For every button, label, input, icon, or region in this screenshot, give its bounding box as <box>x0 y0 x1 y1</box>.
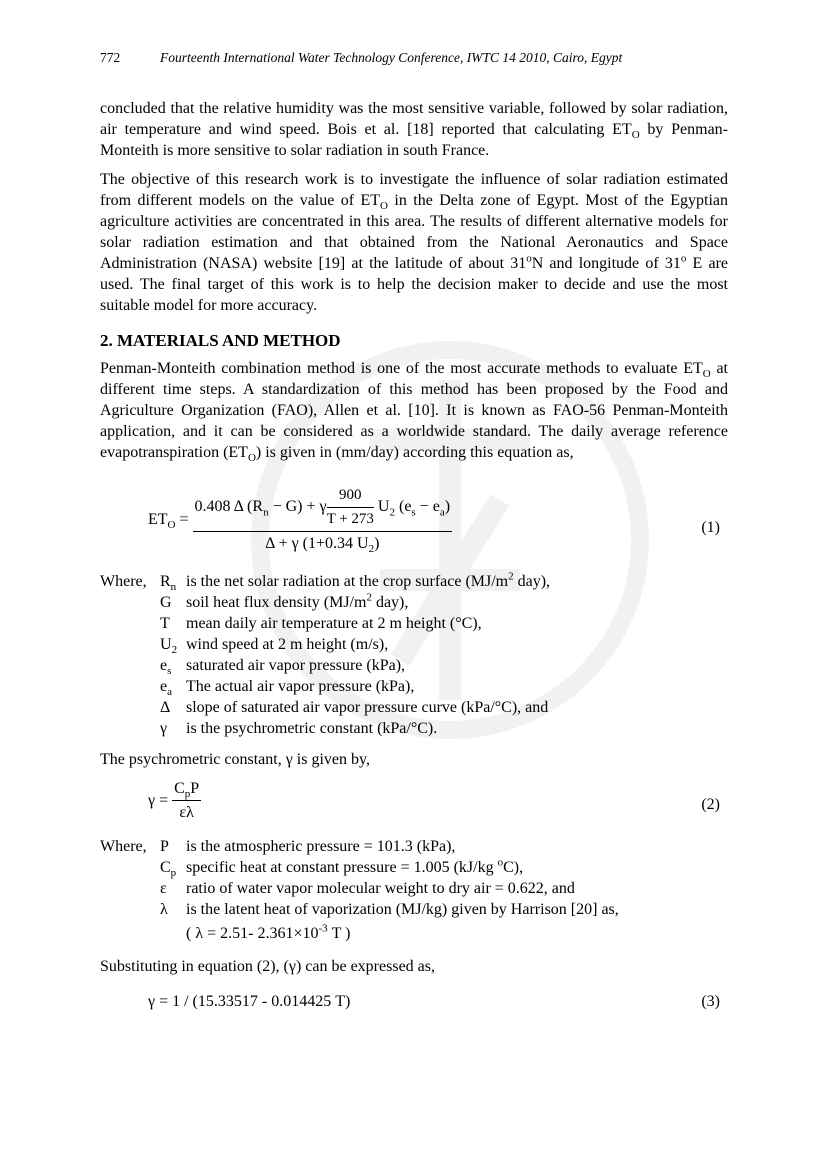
where-item: $C_p$ specific heat at constant pressure = 1.005 (kJ/kg $^o$C), <box>160 856 524 880</box>
equation-1: $ET_O$ = 0.408 Δ $(R_n - G) + \gamma$ $\frac{900}{T + 273}$ $U_2$ $(e_s - e_a)$ Δ + γ (1+0.34 $U_2$) (1) <box>148 487 720 556</box>
psychrometric-intro: The psychrometric constant, γ is given by, <box>100 751 370 768</box>
where-list-1 <box>100 571 728 739</box>
where-item: T mean daily air temperature at 2 m height (°C), <box>160 615 482 632</box>
equation-1-number: (1) <box>701 519 720 536</box>
section-title: 2. MATERIALS AND METHOD <box>100 331 341 350</box>
equation-2-fraction: $\frac{C_pP}{\varepsilon\lambda}$ <box>174 780 200 821</box>
equation-3-expression: γ = 1 / (15.33517 - 0.014425 T) <box>148 993 351 1010</box>
equation-2-number: (2) <box>701 796 720 813</box>
where-item: G soil heat flux density ($MJ/m^2$ day), <box>160 591 409 611</box>
running-title: Fourteenth International Water Technology Conference, IWTC 14 2010, Cairo, Egypt <box>160 50 623 65</box>
page-number: 772 <box>100 50 121 65</box>
equation-1-fraction: 0.408 Δ $(R_n - G) + \gamma$ $\frac{900}{T + 273}$ $U_2$ $(e_s - e_a)$ Δ + γ (1+0.34 $U_2$) <box>194 487 451 556</box>
paragraph-3: Penman-Monteith combination method is one of the most accurate methods to evaluate $ET_O$ at different time steps. A standardization of this method has been proposed by the Food and Agriculture Organization (FAO), Allen et al. [10]. It is known as FAO-56 Penman-Monteith application, and it can be considered as a worldwide standard. The daily average reference evapotranspiration $(ET_O)$ is given in (mm/day) according this equation as, <box>100 360 729 465</box>
where-list-2 <box>100 836 728 946</box>
where-item: ε ratio of water vapor molecular weight to dry air = 0.622, and <box>160 880 575 897</box>
where-item: Δ slope of saturated air vapor pressure curve (kPa/°C), and <box>160 699 549 716</box>
page-body <box>100 98 728 1021</box>
where-item: $e_a$ The actual air vapor pressure (kPa), <box>160 678 415 699</box>
where-item: λ is the latent heat of vaporization (MJ/kg) given by Harrison [20] as, <box>160 901 619 918</box>
lambda-equation: ( λ = 2.51- $2.361\times 10^{-3}$ T ) <box>186 922 351 942</box>
substitution-intro: Substituting in equation (2), (γ) can be expressed as, <box>100 958 435 975</box>
equation-3 <box>100 991 728 1021</box>
equation-2: γ = $\frac{C_pP}{\varepsilon\lambda}$ (2) <box>148 780 720 821</box>
where-item: $e_s$ saturated air vapor pressure (kPa), <box>160 657 406 678</box>
paragraph-1: concluded that the relative humidity was the most sensitive variable, followed by solar radiation, air temperature and wind speed. Bois et al. [18] reported that calculating $ET_O$ by Penman-Monteith is more sensitive to solar radiation in south France. <box>100 100 728 159</box>
where-item: $U_2$ wind speed at 2 m height (m/s), <box>160 636 389 657</box>
where-item: γ is the psychrometric constant (kPa/°C). <box>160 720 438 737</box>
where-item: Where, P is the atmospheric pressure = 101.3 (kPa), <box>100 838 456 855</box>
where-item: Where, $R_n$ is the net solar radiation at the crop surface ($MJ/m^2$ day), <box>100 570 551 594</box>
paragraph-2: The objective of this research work is to investigate the influence of solar radiation estimated from different models on the value of $ET_O$ in the Delta zone of Egypt. Most of the Egyptian agriculture activities are concentrated in this area. The results of different alternative models for solar radiation estimation and that obtained from the National Aeronautics and Space Administration (NASA) website [19] at the latitude of about 31$^o$N and longitude of 31$^o$ E are used. The final target of this work is to help the decision maker to decide and use the most suitable model for more accuracy. <box>100 171 729 314</box>
equation-3-number: (3) <box>701 993 720 1010</box>
